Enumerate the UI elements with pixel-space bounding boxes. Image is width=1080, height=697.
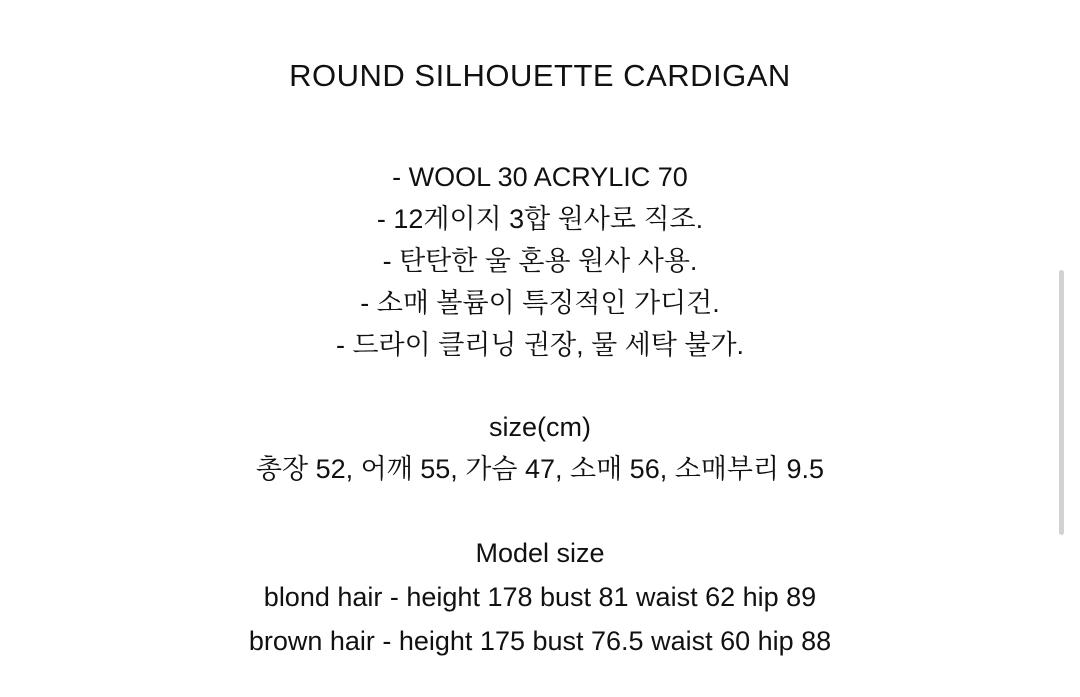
- size-heading: size(cm): [488, 411, 591, 442]
- model-size-heading: Model size: [475, 537, 605, 568]
- size-measurements: 총장 52, 어깨 55, 가슴 47, 소매 56, 소매부리 9.5: [255, 453, 825, 484]
- page-title: ROUND SILHOUETTE CARDIGAN: [289, 58, 791, 93]
- scrollbar-track[interactable]: [1064, 0, 1072, 697]
- model-line: blond hair - height 178 bust 81 waist 62 hip 89: [263, 581, 817, 612]
- spec-line: - 12게이지 3합 원사로 직조.: [376, 203, 704, 234]
- product-spec-list: [336, 156, 744, 366]
- size-section: [256, 406, 824, 490]
- model-line: brown hair - height 175 bust 76.5 waist 60 hip 88: [248, 625, 832, 656]
- spec-line: - WOOL 30 ACRYLIC 70: [392, 161, 688, 192]
- scrollbar-thumb[interactable]: [1059, 270, 1064, 535]
- spec-line: - 탄탄한 울 혼용 원사 사용.: [382, 245, 698, 276]
- model-size-section: [249, 531, 831, 663]
- spec-line: - 소매 볼륨이 특징적인 가디건.: [360, 287, 720, 318]
- spec-line: - 드라이 클리닝 권장, 물 세탁 불가.: [335, 329, 745, 360]
